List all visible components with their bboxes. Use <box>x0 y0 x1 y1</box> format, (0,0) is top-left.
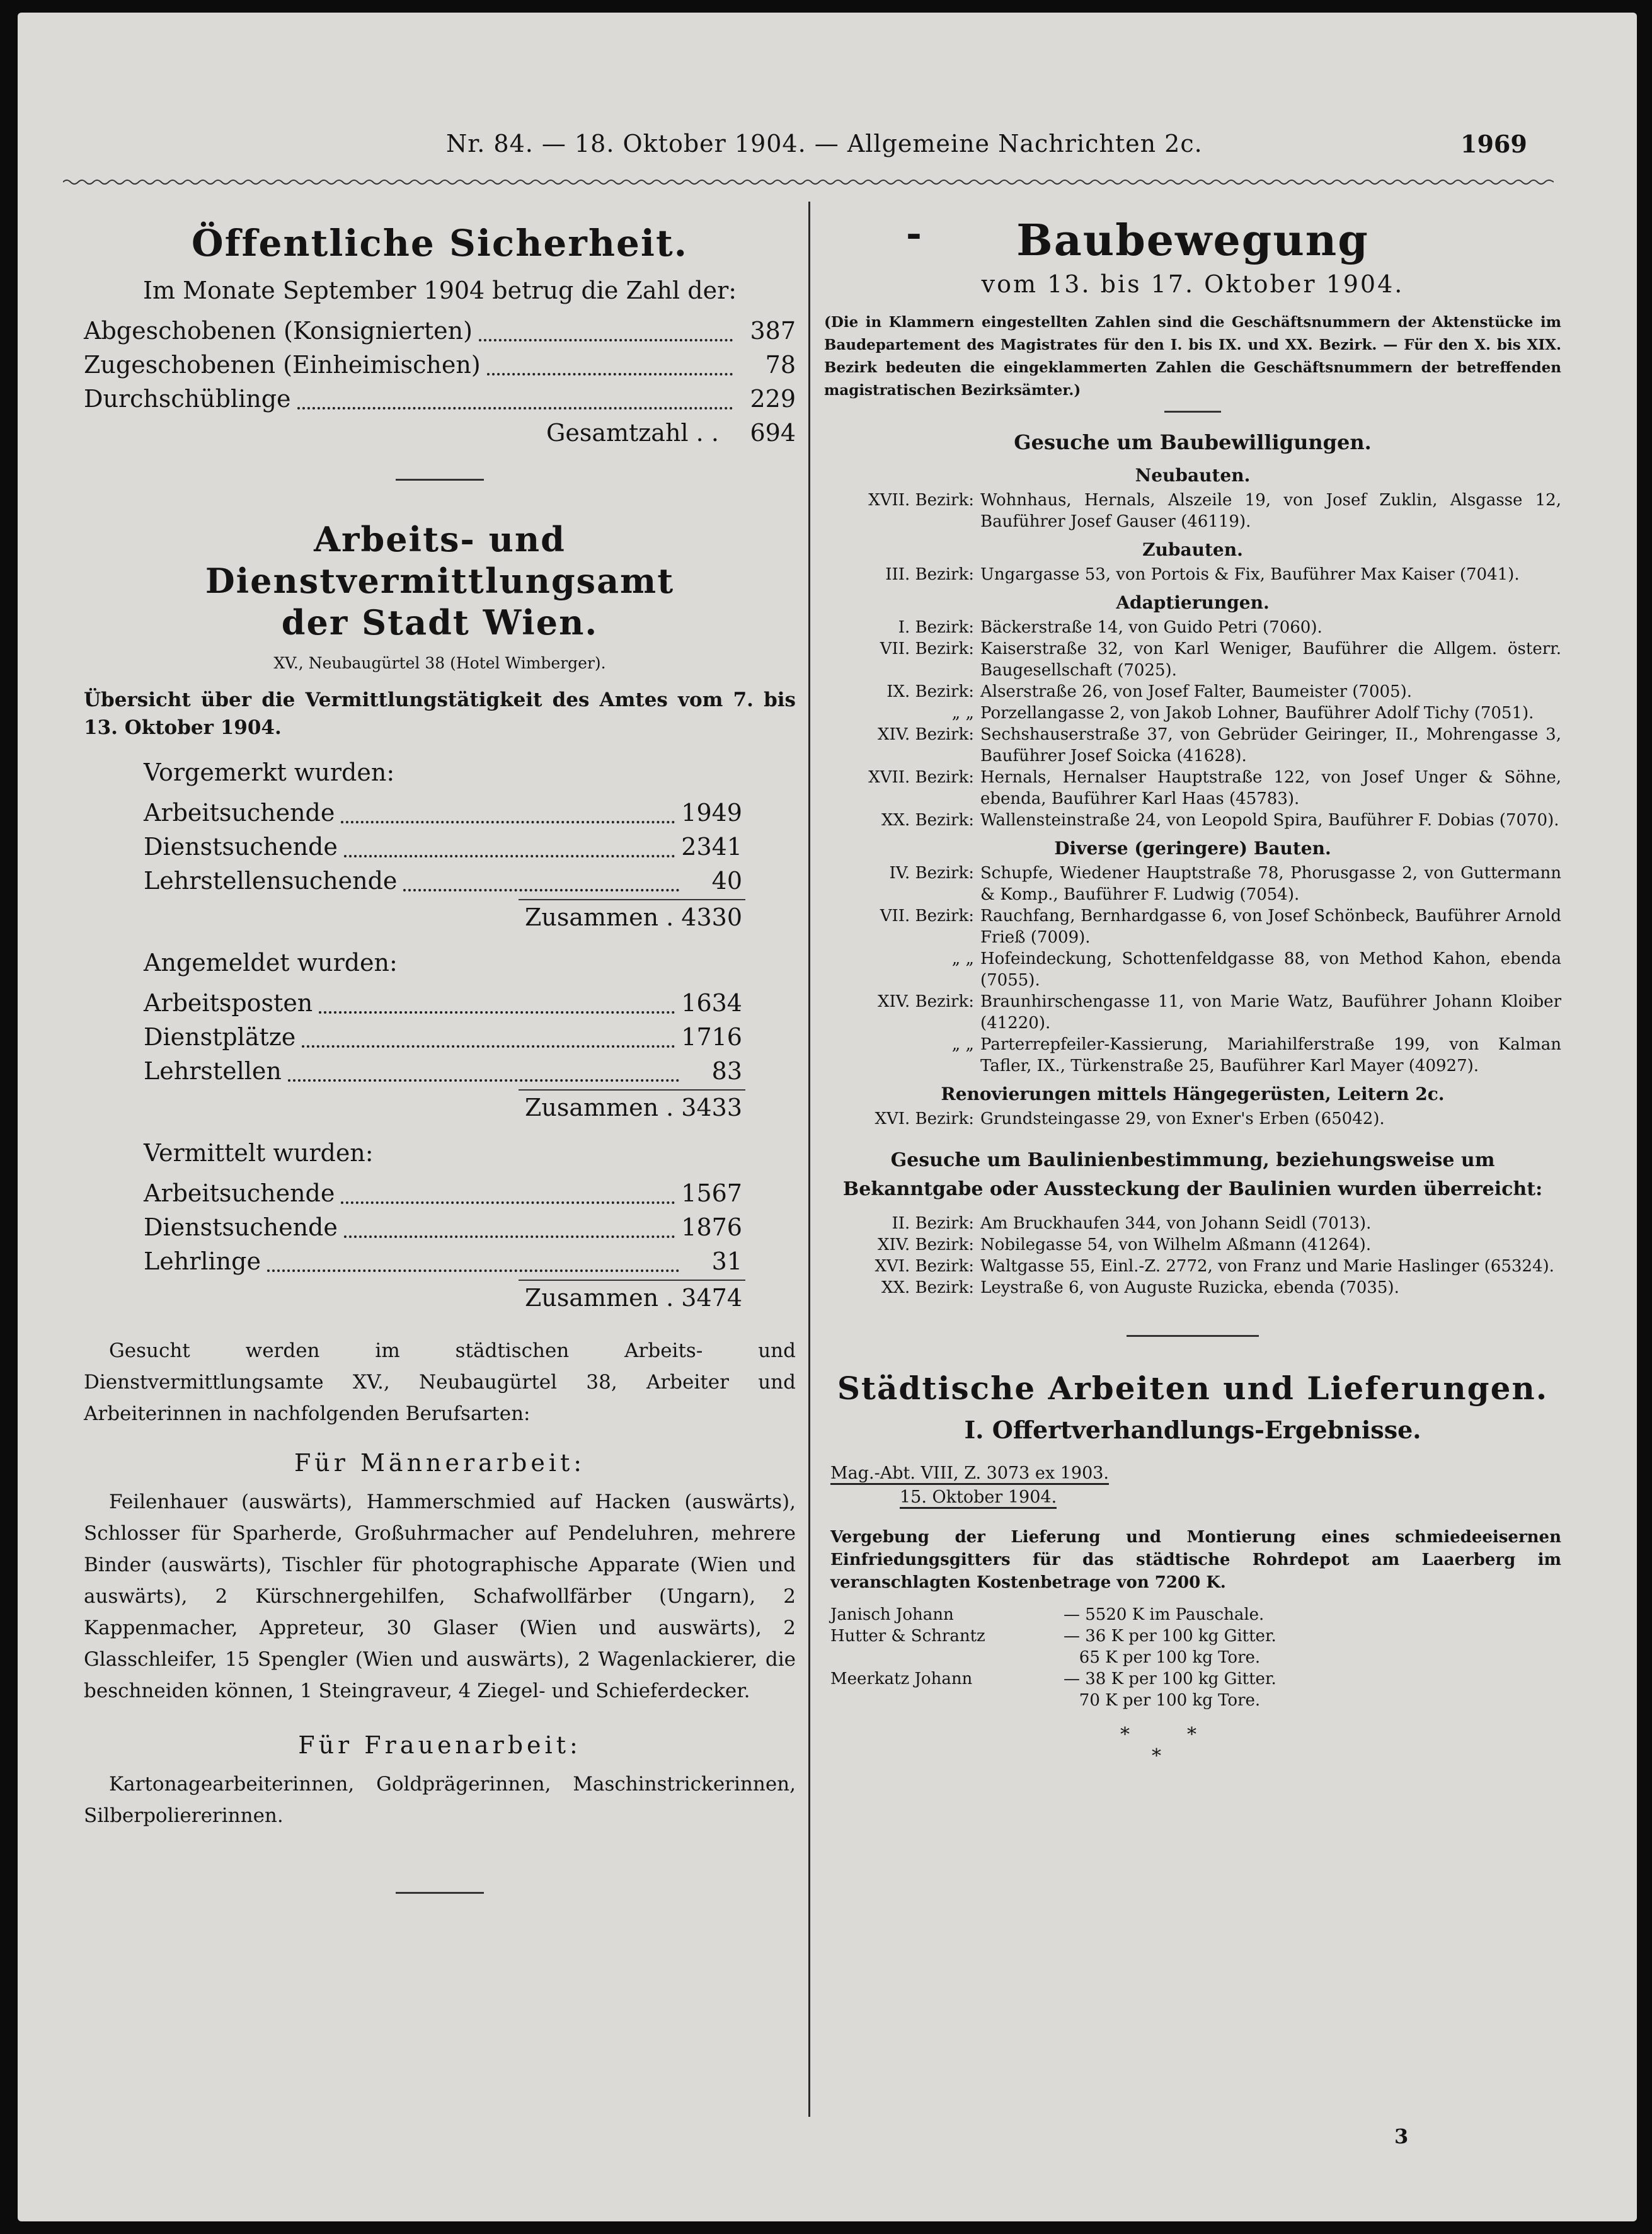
bau-entry-district: „ „ <box>951 704 974 723</box>
baulinien-entry <box>824 1213 1561 1234</box>
staedtische-date: 15. Oktober 1904. <box>900 1487 1057 1509</box>
bau-entry-district: I. Bezirk: <box>898 618 974 637</box>
bau-entry-text: Grundsteingasse 29, von Exner's Erben (65042). <box>980 1109 1385 1128</box>
amt-row-value: 40 <box>711 867 742 895</box>
bau-entry <box>824 490 1561 532</box>
bau-section-heading: Diverse (geringere) Bauten. <box>1054 838 1331 859</box>
sicherheit-title: Öffentliche Sicherheit. <box>192 222 688 265</box>
leader-dots <box>341 1201 675 1204</box>
amt-row-value: 1949 <box>681 799 742 827</box>
leader-dots <box>288 1079 679 1082</box>
leader-dots <box>302 1045 675 1048</box>
bau-entry-text: Schupfe, Wiedener Hauptstraße 78, Phorusgasse 2, von Guttermann & Komp., Bauführer F. Ludwig (7054). <box>980 864 1561 904</box>
amt-row <box>84 1210 796 1244</box>
stars <box>824 1711 1561 1767</box>
bau-section-heading: Adaptierungen. <box>1116 592 1270 613</box>
bau-entry-district: III. Bezirk: <box>885 565 974 584</box>
page-header <box>18 125 1637 165</box>
baulinien-entry-district: II. Bezirk: <box>892 1214 974 1233</box>
bau-entry <box>824 617 1561 638</box>
bau-entry <box>824 767 1561 810</box>
page-number: 1969 <box>1460 130 1527 158</box>
sicherheit-total-label: Gesamtzahl . . <box>546 419 719 447</box>
amt-address: XV., Neubaugürtel 38 (Hotel Wimberger). <box>273 654 606 672</box>
sicherheit-row-label: Durchschüblinge <box>84 385 291 413</box>
leader-dots <box>319 1011 675 1014</box>
leader-dots <box>344 1235 675 1238</box>
amt-row <box>84 796 796 830</box>
bau-entry-district: XVII. Bezirk: <box>868 491 974 510</box>
sicherheit-row <box>84 348 796 382</box>
bau-entry-text: Hernals, Hernalser Hauptstraße 122, von Josef Unger & Söhne, ebenda, Bauführer Karl Haas (45783). <box>980 768 1561 808</box>
bau-entry <box>824 948 1561 991</box>
star-mark: * <box>1187 1724 1196 1746</box>
amt-row-label: Arbeitsuchende <box>144 799 335 827</box>
bau-entry <box>824 681 1561 702</box>
amt-groups <box>84 755 796 1315</box>
header-wavy-rule <box>63 178 1554 186</box>
baulinien-heading: Gesuche um Baulinienbestimmung, beziehungsweise um Bekanntgabe oder Aussteckung der Baulinien wurden überreicht: <box>842 1149 1543 1200</box>
sicherheit-row-label: Zugeschobenen (Einheimischen) <box>84 351 481 379</box>
amt-group <box>84 946 796 1125</box>
sicherheit-row-value: 387 <box>750 317 796 345</box>
baulinien-entry-district: XX. Bezirk: <box>881 1278 974 1297</box>
bau-dates: vom 13. bis 17. Oktober 1904. <box>981 270 1404 298</box>
amt-group-total: Zusammen . 3433 <box>524 1094 742 1121</box>
sicherheit-row <box>84 314 796 348</box>
amt-group-heading: Vorgemerkt wurden: <box>144 759 395 786</box>
bau-entry-district: XIV. Bezirk: <box>878 725 974 744</box>
bau-entry-text: Hofeindeckung, Schottenfeldgasse 88, von Method Kahon, ebenda (7055). <box>980 949 1561 990</box>
section-divider <box>1127 1335 1259 1337</box>
bau-entry <box>824 564 1561 585</box>
sicherheit-row <box>84 382 796 416</box>
newspaper-page <box>18 13 1637 2221</box>
sicherheit-row-value: 229 <box>750 385 796 413</box>
frauen-text: Kartonagearbeiterinnen, Goldprägerinnen, Maschinstrickerinnen, Silberpoliererinnen. <box>84 1773 796 1827</box>
amt-row-label: Dienstsuchende <box>144 1213 338 1241</box>
offer-amount: — 5520 K im Pauschale. <box>1064 1605 1265 1624</box>
bau-entry-text: Ungargasse 53, von Portois & Fix, Bauführer Max Kaiser (7041). <box>980 565 1520 584</box>
amt-title-line2: der Stadt Wien. <box>281 602 599 643</box>
offer-amount: — 36 K per 100 kg Gitter. 65 K per 100 kg Tore. <box>1064 1627 1276 1667</box>
sicherheit-total <box>84 416 796 450</box>
bau-entry-text: Kaiserstraße 32, von Karl Weniger, Bauführer die Allgem. österr. Baugesellschaft (7025). <box>980 639 1561 680</box>
sicherheit-total-value: 694 <box>750 419 796 447</box>
offer-name: Meerkatz Johann <box>830 1670 973 1688</box>
baulinien-entry-text: Am Bruckhaufen 344, von Johann Seidl (7013). <box>980 1214 1372 1233</box>
bau-section <box>824 835 1561 1077</box>
amt-title-line1: Arbeits- und Dienstvermittlungsamt <box>205 519 675 601</box>
amt-row-label: Dienstsuchende <box>144 833 338 861</box>
right-column <box>824 212 1561 1767</box>
frauen-heading: Für Frauenarbeit: <box>298 1731 582 1759</box>
amt-row-value: 2341 <box>681 833 742 861</box>
bau-entry-district: „ „ <box>951 1035 974 1054</box>
bau-entry-district: „ „ <box>951 949 974 968</box>
leader-dots <box>341 821 675 823</box>
leader-dots <box>344 855 675 857</box>
sicherheit-intro: Im Monate September 1904 betrug die Zahl der: <box>142 277 737 304</box>
staedtische-description: Vergebung der Lieferung und Montierung eines schmiedeeisernen Einfriedungsgitters für das städtische Rohrdepot am Laaerberg im veranschlagten Kostenbetrage von 7200 K. <box>830 1528 1561 1592</box>
bau-section <box>824 589 1561 831</box>
offer-row <box>830 1668 1561 1711</box>
leader-dots <box>403 889 679 891</box>
bau-entry <box>824 810 1561 831</box>
bau-entry-text: Alserstraße 26, von Josef Falter, Baumeister (7005). <box>980 682 1412 701</box>
bau-entry-text: Parterrepfeiler-Kassierung, Mariahilferstraße 199, von Kalman Tafler, IX., Türkenstraße 25, Bauführer Karl Mayer (40927). <box>980 1035 1561 1075</box>
section-vermittlungsamt <box>84 518 796 1894</box>
bau-section <box>824 1080 1561 1130</box>
baulinien-entry-text: Nobilegasse 54, von Wilhelm Aßmann (41264). <box>980 1235 1372 1254</box>
bau-section-heading: Renovierungen mittels Hängegerüsten, Leitern 2c. <box>941 1084 1445 1104</box>
bau-entry <box>824 991 1561 1034</box>
amt-row <box>84 830 796 864</box>
bau-entry-text: Sechshauserstraße 37, von Gebrüder Geiringer, II., Mohrengasse 3, Bauführer Josef Soicka (41628). <box>980 725 1561 765</box>
section-staedtische <box>824 1368 1561 1767</box>
staedtische-subtitle: I. Offertverhandlungs-Ergebnisse. <box>964 1416 1421 1444</box>
baulinien-entry-text: Waltgasse 55, Einl.-Z. 2772, von Franz und Marie Haslinger (65324). <box>980 1257 1554 1276</box>
amt-row-value: 31 <box>711 1247 742 1275</box>
gesuche-heading: Gesuche um Baubewilligungen. <box>1014 430 1372 454</box>
baulinien-entries <box>824 1213 1561 1298</box>
bau-sections <box>824 462 1561 1130</box>
amt-row-label: Lehrlinge <box>144 1247 261 1275</box>
amt-row-value: 1634 <box>681 989 742 1017</box>
baulinien-entry <box>824 1277 1561 1298</box>
bau-entry <box>824 862 1561 905</box>
staedtische-ref-block <box>830 1462 1561 1509</box>
section-divider <box>396 1892 484 1894</box>
leader-dots <box>297 407 733 410</box>
bau-note: (Die in Klammern eingestellten Zahlen sind die Geschäftsnummern der Aktenstücke im Baudepartement des Magistrates für den I. bis IX. und XX. Bezirk. — Für den X. bis XIX. Bezirk bedeuten die eingeklammerten Zahlen die Geschäftsnummern der betreffenden magistratischen Bezirksämter.) <box>824 314 1561 399</box>
bau-title-dash: - <box>906 212 922 256</box>
section-divider <box>396 479 484 481</box>
bau-entry-district: XVI. Bezirk: <box>875 1109 974 1128</box>
amt-row-label: Arbeitsposten <box>144 989 313 1017</box>
amt-group-heading: Angemeldet wurden: <box>144 949 398 977</box>
offer-name: Hutter & Schrantz <box>830 1627 985 1646</box>
amt-row <box>84 1176 796 1210</box>
amt-row <box>84 1020 796 1054</box>
amt-group-total: Zusammen . 3474 <box>524 1284 742 1312</box>
offer-name: Janisch Johann <box>830 1605 954 1624</box>
amt-row-label: Lehrstellensuchende <box>144 867 398 895</box>
amt-overview: Übersicht über die Vermittlungstätigkeit des Amtes vom 7. bis 13. Oktober 1904. <box>84 689 796 739</box>
offer-row <box>830 1604 1561 1625</box>
baulinien-entry-text: Leystraße 6, von Auguste Ruzicka, ebenda (7035). <box>980 1278 1399 1297</box>
section-baubewegung <box>824 214 1561 1337</box>
amt-row <box>84 864 796 898</box>
amt-row <box>84 1054 796 1088</box>
amt-row <box>84 986 796 1020</box>
leader-dots <box>267 1269 679 1272</box>
bau-title-row <box>824 214 1561 267</box>
amt-row-value: 1716 <box>681 1023 742 1051</box>
bau-entry-district: IX. Bezirk: <box>886 682 974 701</box>
amt-row-label: Dienstplätze <box>144 1023 296 1051</box>
section-sicherheit <box>84 221 796 481</box>
bau-entry <box>824 702 1561 724</box>
amt-row <box>84 1244 796 1278</box>
left-column <box>84 214 796 1909</box>
staedtische-ref: Mag.-Abt. VIII, Z. 3073 ex 1903. <box>830 1464 1109 1485</box>
bau-entry <box>824 905 1561 948</box>
offer-row <box>830 1625 1561 1668</box>
leader-dots <box>479 339 733 341</box>
star-mark: * <box>1120 1724 1130 1746</box>
amt-row-value: 1567 <box>681 1179 742 1207</box>
amt-row-label: Arbeitsuchende <box>144 1179 335 1207</box>
bau-entry-text: Wallensteinstraße 24, von Leopold Spira, Bauführer F. Dobias (7070). <box>980 811 1559 830</box>
bau-entry-text: Braunhirschengasse 11, von Marie Watz, Bauführer Johann Kloiber (41220). <box>980 992 1561 1033</box>
sicherheit-rows <box>84 314 796 416</box>
bau-entry-text: Bäckerstraße 14, von Guido Petri (7060). <box>980 618 1322 637</box>
star-mark: * <box>1152 1745 1161 1767</box>
column-divider <box>808 202 810 2117</box>
bau-entry-district: IV. Bezirk: <box>889 864 974 883</box>
bau-entry-text: Wohnhaus, Hernals, Alszeile 19, von Josef Zuklin, Alsgasse 12, Bauführer Josef Gauser (46119). <box>980 491 1561 531</box>
maenner-text: Feilenhauer (auswärts), Hammerschmied auf Hacken (auswärts), Schlosser für Sparherde, Großuhrmacher auf Pendeluhren, mehrere Binder (auswärts), Tischler für photographische Apparate (Wien und auswärts), 2 Kürschnergehilfen, Schafwollfärber (Ungarn), 2 Kappenmacher, Appreteur, 30 Glaser (Wien und auswärts), 2 Glasschleifer, 15 Spengler (Wien und auswärts), 2 Wagenlackierer, die beschneiden können, 1 Steingraveur, 4 Ziegel- und Schieferdecker. <box>84 1491 796 1702</box>
bau-entry-district: VII. Bezirk: <box>880 907 974 925</box>
amt-group <box>84 755 796 934</box>
amt-row-value: 83 <box>711 1057 742 1085</box>
amt-group-heading: Vermittelt wurden: <box>144 1139 374 1167</box>
bau-entry-district: VII. Bezirk: <box>880 639 974 658</box>
amt-row-value: 1876 <box>681 1213 742 1241</box>
bau-entry <box>824 1034 1561 1077</box>
sicherheit-row-label: Abgeschobenen (Konsignierten) <box>84 317 473 345</box>
bau-entry-district: XX. Bezirk: <box>881 811 974 830</box>
section-divider <box>1164 411 1221 413</box>
header-title: Nr. 84. — 18. Oktober 1904. — Allgemeine Nachrichten 2c. <box>446 130 1203 158</box>
bau-entry-district: XIV. Bezirk: <box>878 992 974 1011</box>
bau-entry-text: Rauchfang, Bernhardgasse 6, von Josef Schönbeck, Bauführer Arnold Frieß (7009). <box>980 907 1561 947</box>
sheet-number: 3 <box>1394 2124 1409 2148</box>
baulinien-entry-district: XVI. Bezirk: <box>875 1257 974 1276</box>
amt-row-label: Lehrstellen <box>144 1057 282 1085</box>
amt-group <box>84 1136 796 1315</box>
bau-section <box>824 536 1561 585</box>
baulinien-entry <box>824 1256 1561 1277</box>
leader-dots <box>487 373 733 375</box>
maenner-heading: Für Männerarbeit: <box>294 1449 586 1477</box>
baulinien-entry <box>824 1234 1561 1256</box>
bau-section <box>824 462 1561 532</box>
bau-entry <box>824 638 1561 681</box>
offer-amount: — 38 K per 100 kg Gitter. 70 K per 100 kg Tore. <box>1064 1670 1276 1710</box>
bau-entry <box>824 1108 1561 1130</box>
amt-group-total: Zusammen . 4330 <box>524 903 742 931</box>
staedtische-title: Städtische Arbeiten und Lieferungen. <box>837 1370 1549 1407</box>
baulinien-entry-district: XIV. Bezirk: <box>878 1235 974 1254</box>
bau-entry <box>824 724 1561 767</box>
amt-gesucht: Gesucht werden im städtischen Arbeits- und Dienstvermittlungsamte XV., Neubaugürtel 38, Arbeiter und Arbeiterinnen in nachfolgenden Berufsarten: <box>84 1339 796 1425</box>
sicherheit-row-value: 78 <box>765 351 796 379</box>
bau-entry-text: Porzellangasse 2, von Jakob Lohner, Bauführer Adolf Tichy (7051). <box>980 704 1534 723</box>
offers <box>830 1604 1561 1711</box>
bau-section-heading: Zubauten. <box>1142 539 1243 560</box>
bau-section-heading: Neubauten. <box>1135 465 1251 486</box>
bau-title: Baubewegung <box>1016 215 1369 266</box>
bau-entry-district: XVII. Bezirk: <box>868 768 974 787</box>
